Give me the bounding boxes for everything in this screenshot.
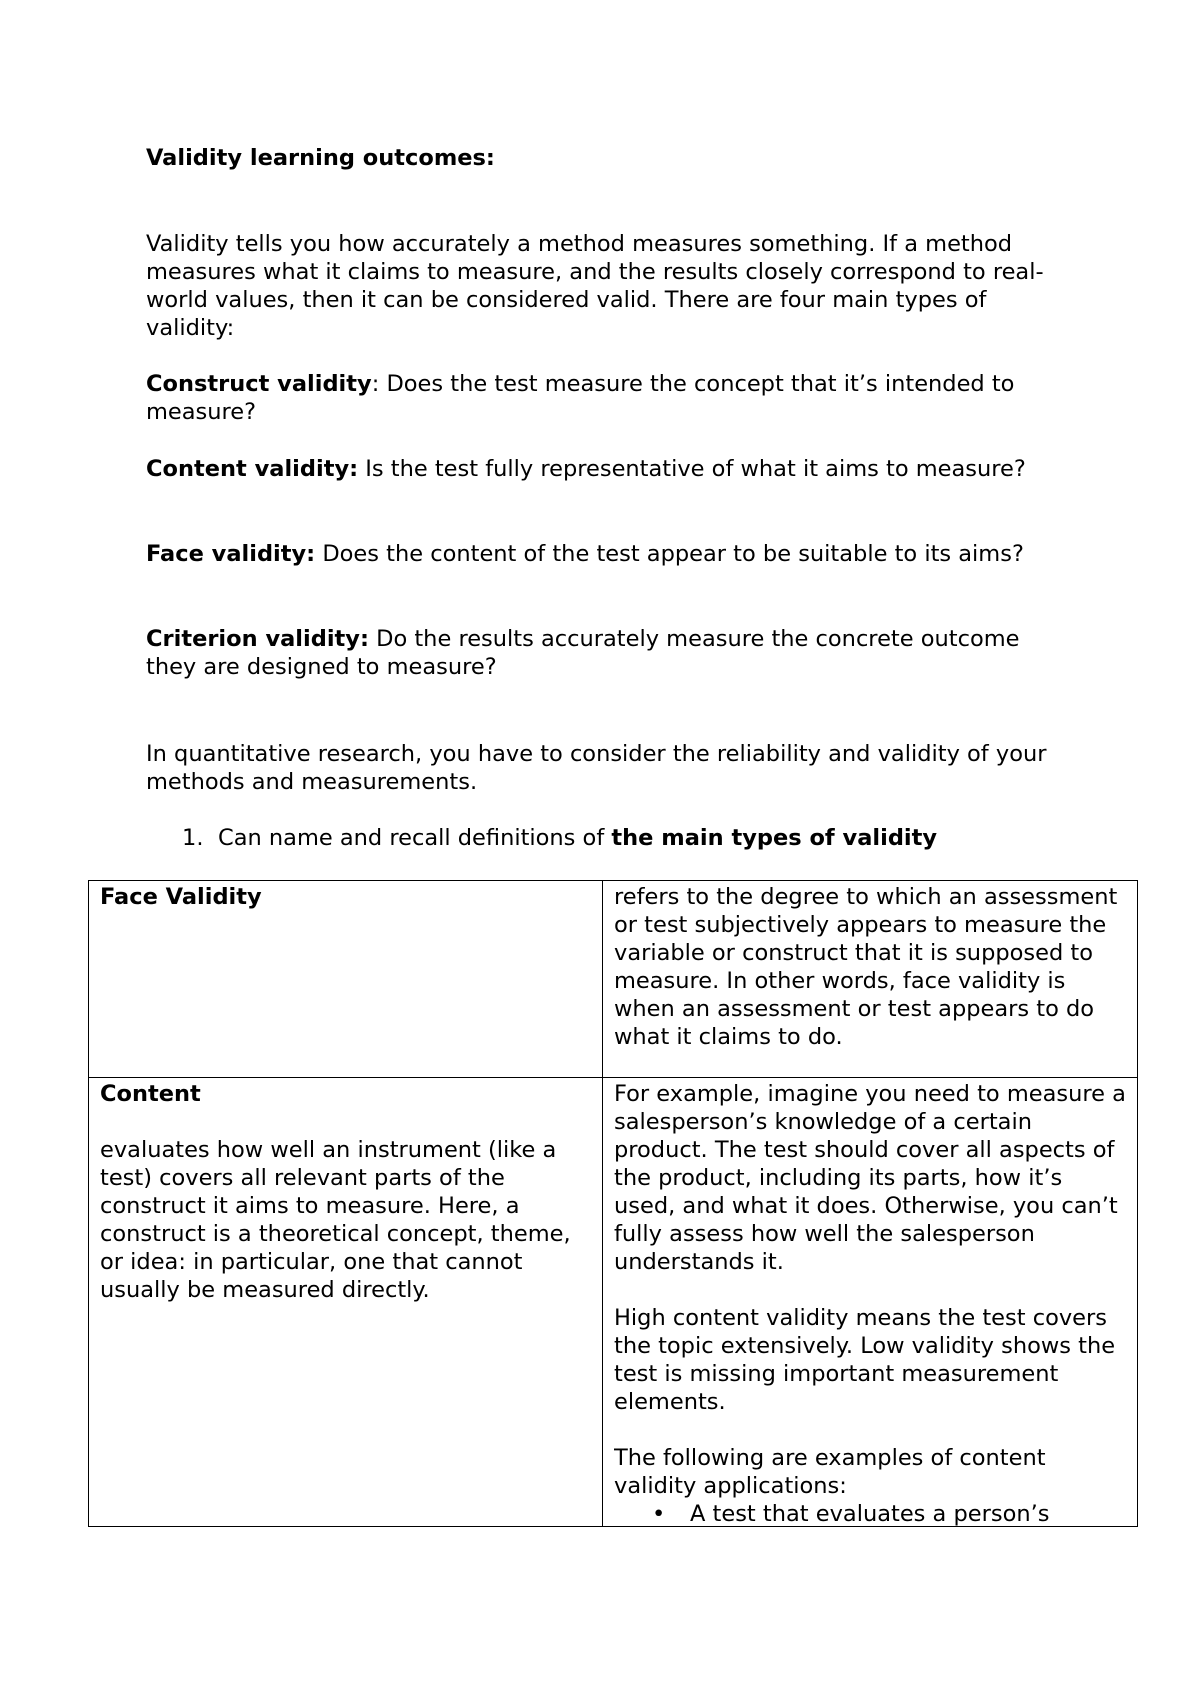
definition-criterion-validity [146, 625, 1076, 681]
quantitative-research-paragraph: In quantitative research, you have to consider the reliability and validity of your methods and measurements. [146, 741, 1047, 795]
definition-separator: : [371, 371, 380, 397]
table-row [89, 881, 1138, 1078]
outcome-bold-text: the main types of validity [611, 825, 938, 851]
document-title: Validity learning outcomes: [146, 145, 495, 171]
bullet-icon: • [652, 1501, 666, 1526]
table-cell-term [89, 881, 603, 1078]
outcome-text: Can name and recall definitions of [218, 825, 612, 851]
validity-definitions-table [88, 880, 1138, 1527]
definition-term: Construct validity [146, 371, 372, 397]
intro-paragraph: Validity tells you how accurately a method measures something. If a method measures what it claims to measure, and the results closely correspond to real-world values, then it can be considered valid. There are four main types of validity: [146, 231, 1044, 341]
definition-face-validity [146, 540, 1076, 568]
outcome-list-item [182, 824, 1082, 852]
content-validity-description: evaluates how well an instrument (like a test) covers all relevant parts of the construct it aims to measure. Here, a construct is a theoretical concept, theme, or idea: in particular, one that cannot usually be measured directly. [100, 1137, 571, 1303]
table-cell-description [603, 1078, 1138, 1527]
definition-content-validity [146, 455, 1076, 483]
definition-construct-validity [146, 370, 1076, 426]
face-validity-heading: Face Validity [100, 884, 262, 910]
content-validity-heading: Content [100, 1081, 201, 1107]
table-cell-description [603, 881, 1138, 1078]
list-number: 1. [182, 825, 204, 851]
content-high-low-paragraph: High content validity means the test covers the topic extensively. Low validity shows the test is missing important measurement elements. [614, 1305, 1116, 1415]
definition-text: Does the test measure the concept that it’s intended to measure? [146, 371, 1015, 425]
content-example-paragraph: For example, imagine you need to measure a salesperson’s knowledge of a certain product. The test should cover all aspects of the product, including its parts, how it’s used, and what it does. Otherwise, you can’t fully assess how well the salesperson understands it. [614, 1081, 1126, 1275]
definition-text: Is the test fully representative of what it aims to measure? [358, 456, 1026, 482]
definition-term: Content validity: [146, 456, 359, 482]
definition-term: Criterion validity: [146, 626, 369, 652]
bullet-text: A test that evaluates a person’s [690, 1501, 1050, 1526]
bullet-list-item [614, 1500, 1126, 1526]
definition-term: Face validity: [146, 541, 316, 567]
table-row [89, 1078, 1138, 1527]
definition-text: Does the content of the test appear to be suitable to its aims? [315, 541, 1024, 567]
table-cell-term [89, 1078, 603, 1527]
definition-text: Do the results accurately measure the concrete outcome they are designed to measure? [146, 626, 1020, 680]
content-applications-paragraph: The following are examples of content validity applications: [614, 1445, 1046, 1499]
face-validity-description: refers to the degree to which an assessment or test subjectively appears to measure the variable or construct that it is supposed to measure. In other words, face validity is when an assessment or test appears to do what it claims to do. [614, 884, 1118, 1050]
